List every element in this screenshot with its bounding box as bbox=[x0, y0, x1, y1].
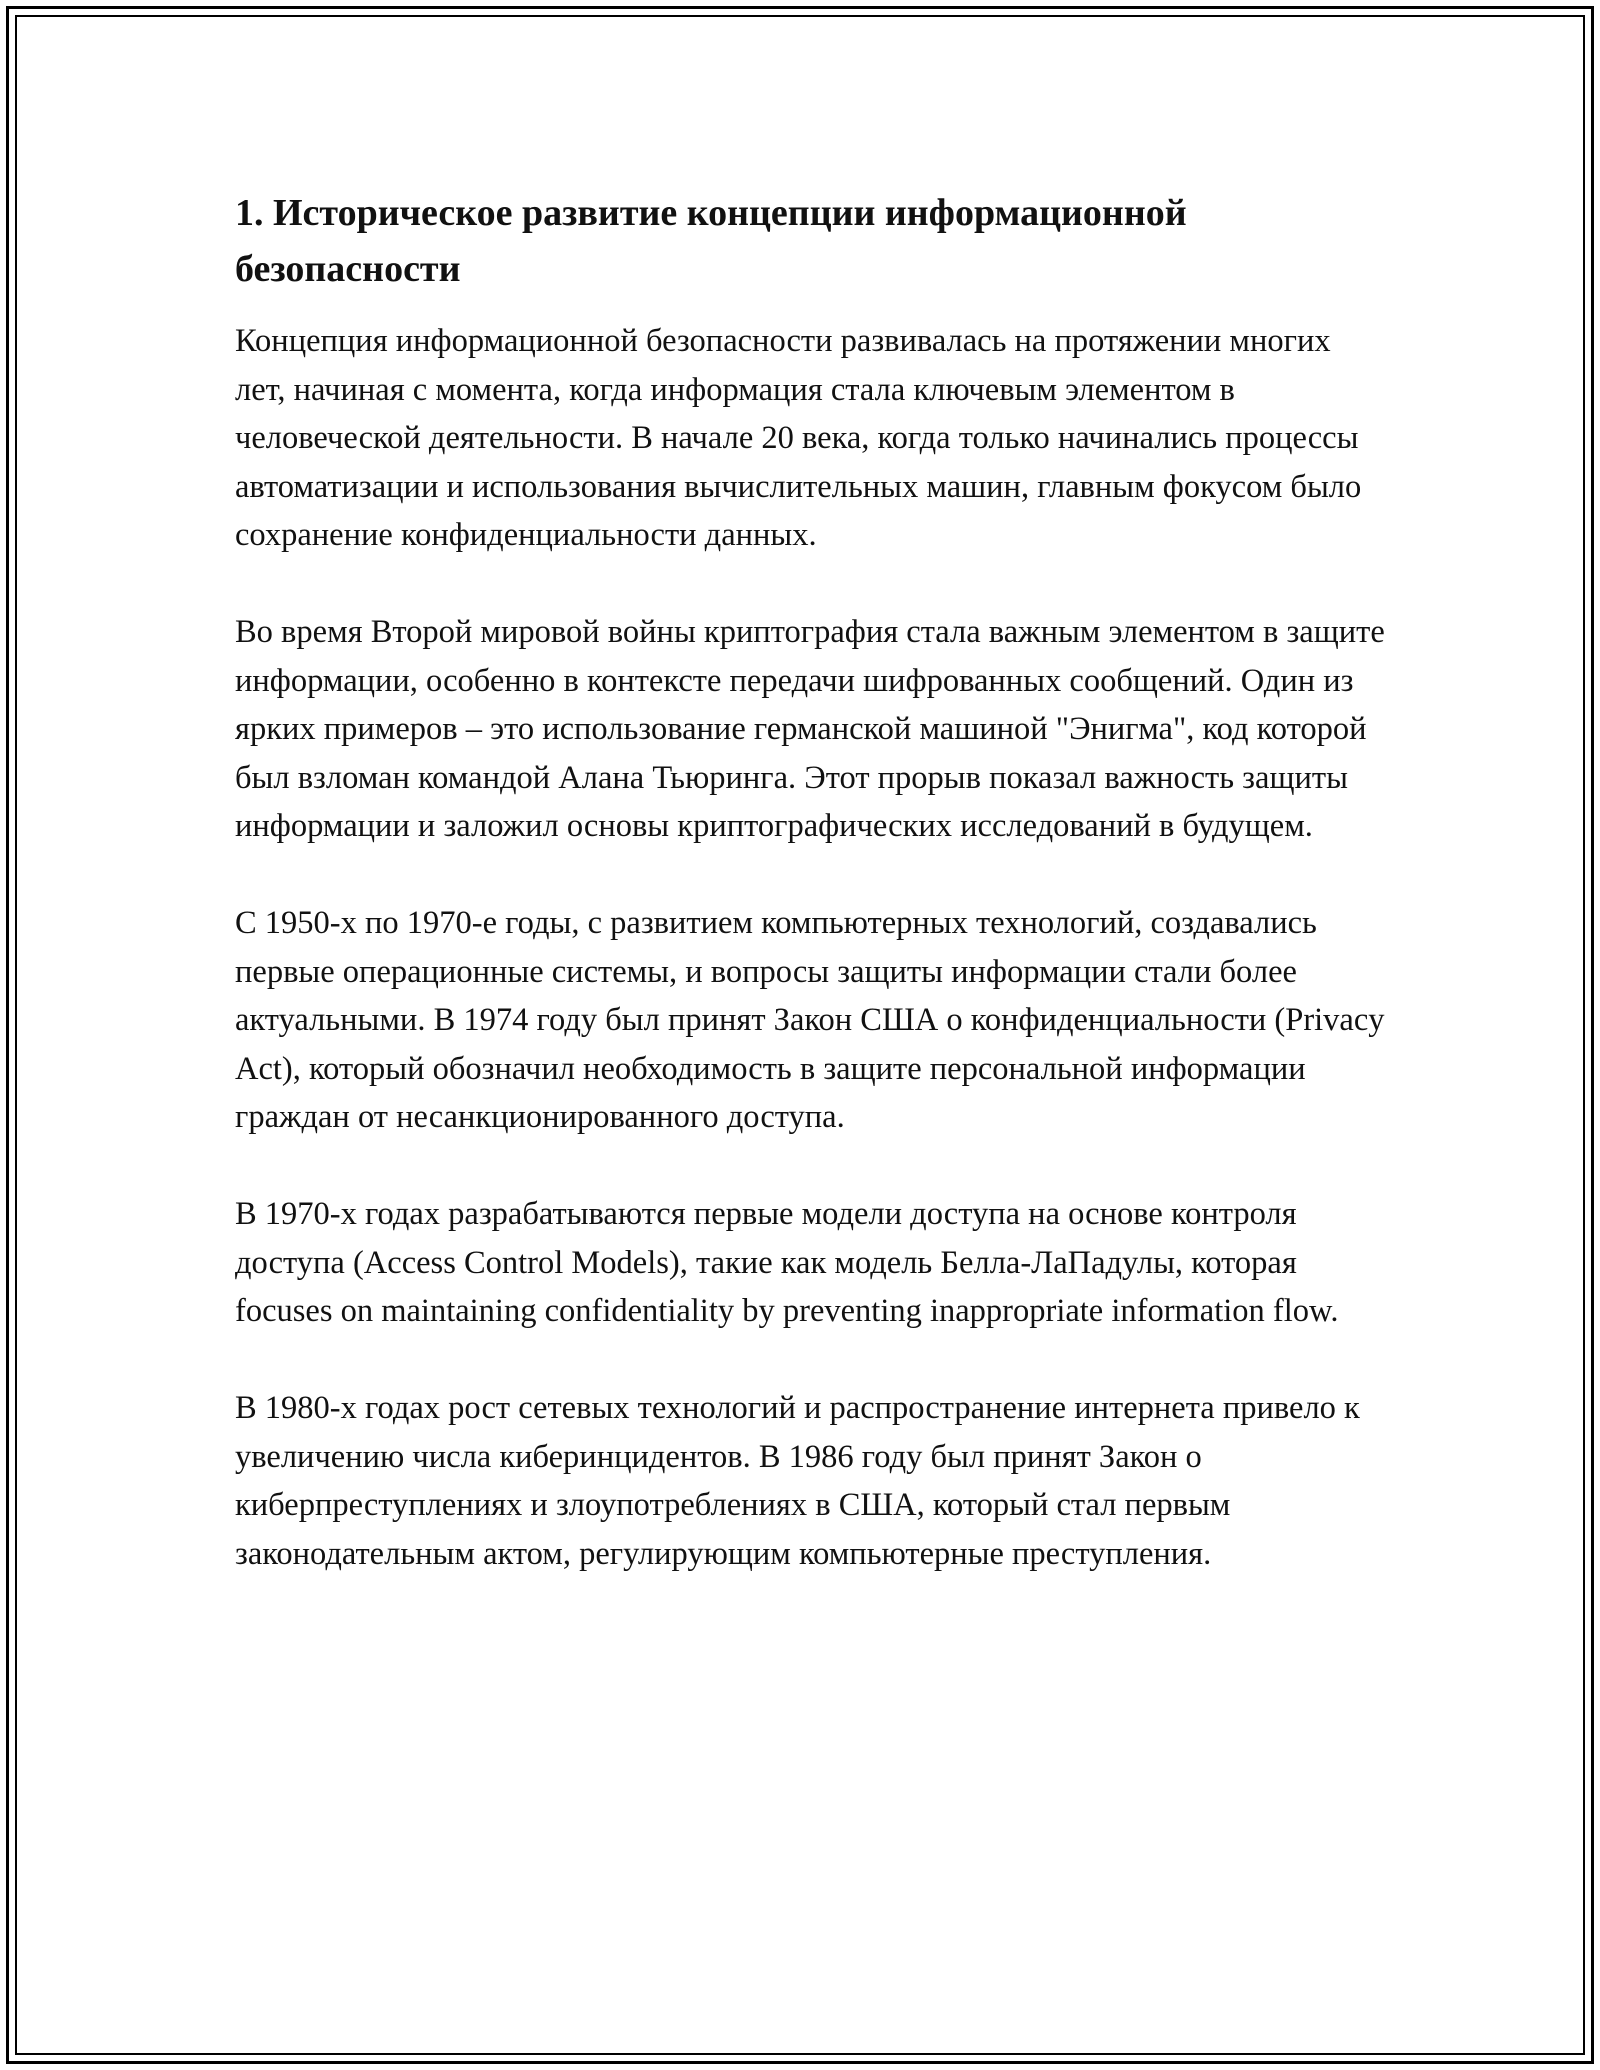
paragraph-1980s-networks: В 1980-х годах рост сетевых технологий и распространение интернета привело к увеличению числа киберинцидентов. В 1986 году был принят Закон о киберпреступлениях и злоупотреблениях в США, который стал первым законодательным актом, регулирующим компьютерные преступления. bbox=[235, 1390, 1360, 1572]
paragraph-ww2-cryptography: Во время Второй мировой войны криптография стала важным элементом в защите информации, особенно в контексте передачи шифрованных сообщений. Один из ярких примеров – это использование германской машиной "Энигма", код которой был взломан командой Алана Тьюринга. Этот прорыв показал важность защиты информации и заложил основы криптографических исследований в будущем. bbox=[235, 614, 1385, 844]
section-title: 1. Историческое развитие концепции информационной безопасности bbox=[235, 192, 1187, 290]
paragraph-early-history: Концепция информационной безопасности развивалась на протяжении многих лет, начиная с момента, когда информация стала ключевым элементом в человеческой деятельности. В начале 20 века, когда только начинались процессы автоматизации и использования вычислительных машин, главным фокусом было сохранение конфиденциальности данных. bbox=[235, 323, 1362, 553]
paragraph-access-control-models: В 1970-х годах разрабатываются первые модели доступа на основе контроля доступа (Access Control Models), такие как модель Белла-ЛаПадулы, которая focuses on maintaining confidentiality by preventing inappropriate information flow. bbox=[235, 1196, 1339, 1329]
document-body bbox=[235, 185, 1385, 1627]
paragraph-1950-1970: С 1950-х по 1970-е годы, с развитием компьютерных технологий, создавались первые операционные системы, и вопросы защиты информации стали более актуальными. В 1974 году был принят Закон США о конфиденциальности (Privacy Act), который обозначил необходимость в защите персональной информации граждан от несанкционированного доступа. bbox=[235, 905, 1385, 1135]
